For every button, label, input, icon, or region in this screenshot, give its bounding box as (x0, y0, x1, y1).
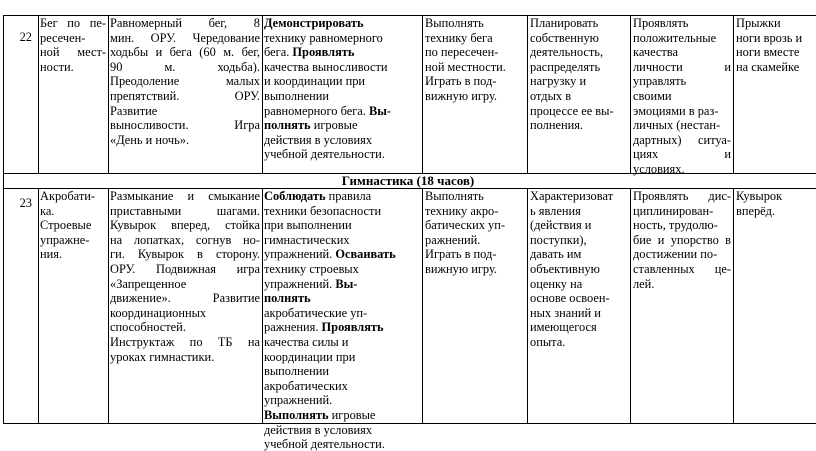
text-line: ь явления (530, 203, 581, 218)
text-line: Равномерный бег, 8 (110, 16, 260, 30)
lesson-content (110, 16, 260, 147)
text-line: ги. Кувырок в сторону. (110, 247, 260, 262)
text-line: техники безопасности (264, 203, 382, 218)
text-line: Прыжки (736, 16, 781, 30)
text-line: Выполнять (425, 16, 484, 30)
text-line: Строевые (40, 218, 92, 233)
text-line: деятельность, (530, 45, 604, 60)
text-line: способностей. (110, 320, 186, 335)
column-divider (108, 188, 109, 424)
text-line: ность, трудолю- (633, 218, 718, 233)
text-line: (действия и (530, 218, 592, 233)
text-line: мин. ОРУ. Чередование (110, 30, 260, 45)
text-line: технику строевых (264, 261, 359, 276)
text-line: поступки), (530, 232, 587, 247)
text-line: Развитие (110, 103, 158, 118)
text-line: лей. (633, 276, 655, 291)
text-line: опыта. (530, 334, 566, 349)
text-line: личных (нестан- (633, 118, 721, 133)
text-line: гимнастических (264, 232, 350, 247)
text-line: качества (633, 45, 678, 60)
text-line: на скамейке (736, 59, 800, 74)
personal-results (633, 16, 731, 177)
lesson-topic (40, 16, 106, 74)
text-line: ноги вместе (736, 45, 800, 60)
text-line: «Запрещенное (110, 276, 187, 291)
text-line: равномерного бега. Вы- (264, 103, 392, 118)
text-line: при выполнении (264, 218, 352, 233)
text-line: движение». Развитие (110, 291, 260, 306)
text-line: ной местности. (425, 59, 506, 74)
column-divider (422, 188, 423, 424)
text-line: вперёд. (736, 203, 776, 218)
text-line: Демонстрировать (264, 16, 364, 30)
text-line: действия в условиях (264, 422, 373, 437)
text-line: оценку на (530, 276, 583, 291)
text-line: ражнения. Проявлять (264, 320, 384, 335)
text-line: акробатических (264, 378, 348, 393)
text-line: дартных) ситуа- (633, 132, 731, 147)
metasubject-results (530, 189, 629, 350)
text-line: Проявлять (633, 16, 689, 30)
text-line: нагрузку и (530, 74, 587, 89)
text-line: циях и (633, 147, 731, 162)
homework (736, 16, 816, 74)
text-line: Выполнять игровые (264, 407, 376, 422)
homework (736, 189, 816, 218)
personal-results (633, 189, 731, 291)
text-line: упражнений. Осваивать (264, 247, 396, 262)
text-line: и координации при (264, 74, 366, 89)
text-line: Кувырок вперед, стойка (110, 218, 260, 233)
text-line: действия в условиях (264, 132, 373, 147)
text-line: на лопатках, согнув но- (110, 232, 260, 247)
section-title: Гимнастика (18 часов) (341, 173, 475, 188)
column-divider (262, 188, 263, 424)
text-line: акробатические уп- (264, 305, 368, 320)
text-line: качества выносливости (264, 59, 388, 74)
text-line: основе освоен- (530, 291, 610, 306)
text-line: бие и упорство в (633, 232, 731, 247)
text-line: ноги врозь и (736, 30, 803, 45)
subject-results (264, 189, 420, 451)
text-line: достижении по- (633, 247, 718, 262)
text-line: координации при (264, 349, 356, 364)
text-line: упражнений. Вы- (264, 276, 358, 291)
text-line: ной мест- (40, 45, 106, 60)
text-line: по пересечен- (425, 45, 499, 60)
lesson-number: 23 (19, 196, 32, 210)
text-line: качества силы и (264, 334, 349, 349)
text-line: условиях. (633, 161, 685, 176)
column-divider (527, 188, 528, 424)
metasubject-results (530, 16, 628, 133)
text-line: батических уп- (425, 218, 505, 233)
text-line: Проявлять дис- (633, 189, 731, 203)
text-line: уроках гимнастики. (110, 349, 215, 364)
activity-types (425, 16, 525, 104)
text-line: управлять (633, 74, 687, 89)
text-line: полнения. (530, 118, 584, 133)
text-line: ОРУ. Подвижная игра (110, 261, 260, 276)
text-line: объективную (530, 261, 600, 276)
text-line: выполнении (264, 364, 330, 379)
text-line: Выполнять (425, 189, 484, 203)
text-line: давать им (530, 247, 582, 262)
text-line: упражне- (40, 232, 90, 247)
text-line: распределять (530, 59, 601, 74)
text-line: полнять игровые (264, 118, 358, 133)
text-line: ходьбы и бега (60 м. бег, (110, 45, 260, 60)
text-line: вижную игру. (425, 261, 498, 276)
text-line: Акробати- (40, 189, 96, 203)
text-line: циплинирован- (633, 203, 714, 218)
text-line: учебной деятельности. (264, 147, 385, 162)
column-divider (527, 15, 528, 174)
text-line: ности. (40, 59, 74, 74)
lesson-topic (40, 189, 106, 262)
column-divider (733, 188, 734, 424)
text-line: учебной деятельности. (264, 437, 385, 451)
text-line: процессе ее вы- (530, 103, 614, 118)
text-line: своими (633, 88, 672, 103)
text-line: отдых в (530, 88, 572, 103)
lesson-content (110, 189, 260, 364)
text-line: эмоциями в раз- (633, 103, 719, 118)
text-line: Бег по пе- (40, 16, 106, 30)
text-line: личности и (633, 59, 731, 74)
text-line: технику акро- (425, 203, 499, 218)
column-divider (38, 15, 39, 174)
column-divider (630, 15, 631, 174)
column-divider (422, 15, 423, 174)
text-line: Преодоление малых (110, 74, 260, 89)
text-line: бега. Проявлять (264, 45, 355, 60)
text-line: вижную игру. (425, 88, 498, 103)
column-divider (108, 15, 109, 174)
text-line: 90 м. ходьба). (110, 59, 260, 74)
text-line: Играть в под- (425, 74, 497, 89)
text-line: Характеризоват (530, 189, 614, 203)
text-line: Кувырок (736, 189, 783, 203)
text-line: Планировать (530, 16, 599, 30)
text-line: координационных (110, 305, 207, 320)
text-line: «День и ночь». (110, 132, 190, 147)
text-line: Размыкание и смыкание (110, 189, 260, 203)
text-line: технику равномерного (264, 30, 383, 45)
text-line: ния. (40, 247, 63, 262)
text-line: полнять (264, 291, 311, 306)
text-line: ных знаний и (530, 305, 601, 320)
text-line: ражнений. (425, 232, 481, 247)
lesson-number: 22 (19, 30, 32, 44)
text-line: имеющегося (530, 320, 597, 335)
column-divider (38, 188, 39, 424)
column-divider (630, 188, 631, 424)
text-line: собственную (530, 30, 599, 45)
text-line: положительные (633, 30, 717, 45)
text-line: технику бега (425, 30, 493, 45)
text-line: ресечен- (40, 30, 86, 45)
text-line: приставными шагами. (110, 203, 260, 218)
text-line: выносливости. Игра (110, 118, 260, 133)
text-line: Играть в под- (425, 247, 497, 262)
column-divider (733, 15, 734, 174)
text-line: Соблюдать правила (264, 189, 372, 203)
text-line: Инструктаж по ТБ на (110, 334, 260, 349)
text-line: выполнении (264, 88, 330, 103)
text-line: ка. (40, 203, 55, 218)
activity-types (425, 189, 525, 277)
table-border-left (3, 15, 4, 424)
text-line: упражнений. (264, 393, 333, 408)
subject-results (264, 16, 420, 162)
text-line: ставленных це- (633, 261, 731, 276)
column-divider (262, 15, 263, 174)
text-line: препятствий. ОРУ. (110, 88, 260, 103)
